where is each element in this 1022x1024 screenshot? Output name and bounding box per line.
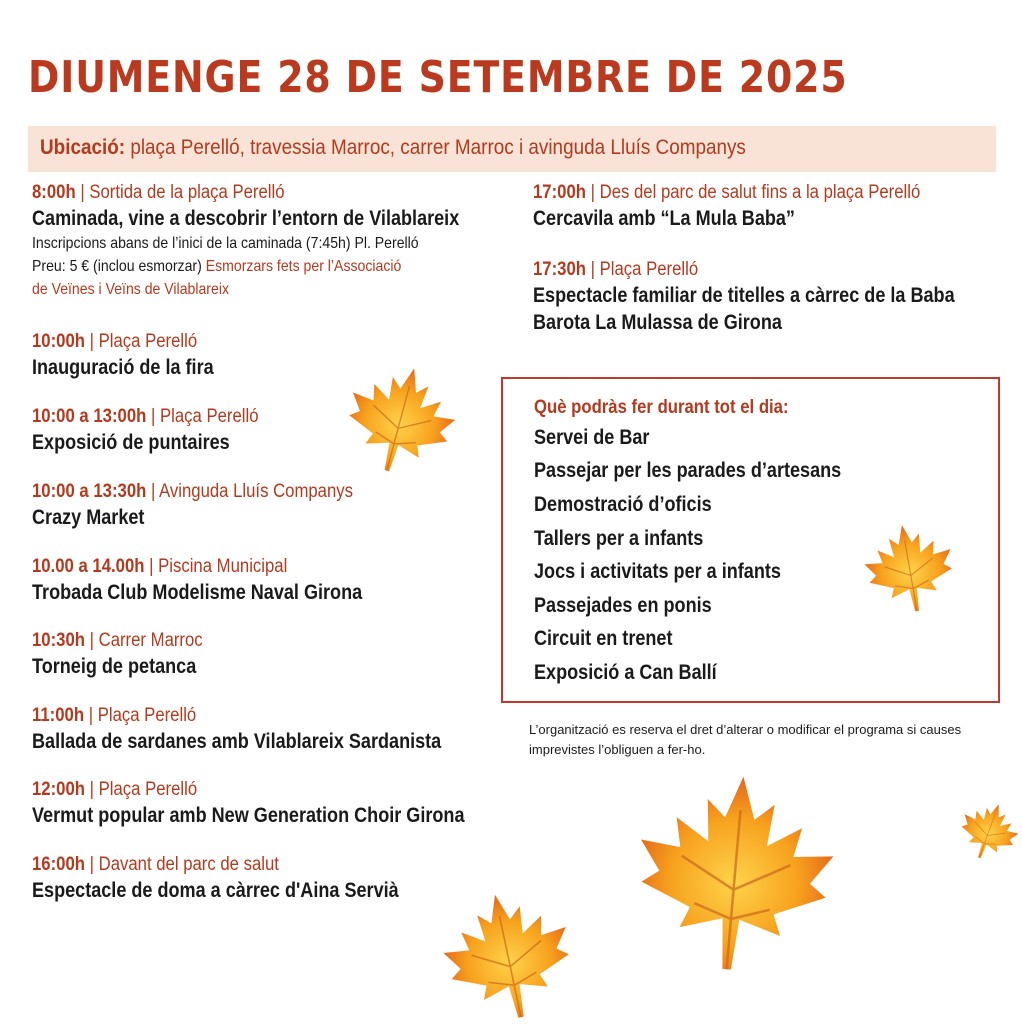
maple-leaf-icon	[862, 518, 957, 618]
event-item: 17:30h | Plaça Perelló Espectacle familiar de titelles a càrrec de la Baba Barota La Mulassa de Girona	[533, 259, 955, 334]
event-time: 10.00 a 14.00h	[32, 556, 145, 577]
allday-item: Passejar per les parades d’artesans	[534, 459, 842, 482]
event-place: Davant del parc de salut	[98, 854, 279, 875]
event-name: Inauguració de la fira	[32, 356, 214, 379]
allday-item: Circuit en trenet	[534, 627, 673, 650]
event-name-continued: Barota La Mulassa de Girona	[533, 311, 782, 334]
event-name: Crazy Market	[32, 506, 145, 529]
location-label: Ubicació:	[40, 136, 126, 159]
event-name: Exposició de puntaires	[32, 431, 230, 454]
allday-heading: Què podràs fer durant tot el dia:	[534, 397, 789, 418]
event-name: Trobada Club Modelisme Naval Girona	[32, 581, 363, 604]
event-note	[32, 255, 469, 278]
event-item: 10.00 a 14.00h | Piscina Municipal Trobada Club Modelisme Naval Girona	[32, 556, 363, 604]
event-place: Plaça Perelló	[159, 406, 259, 427]
event-item: 10:30h | Carrer Marroc Torneig de petanca	[32, 630, 203, 678]
location-text: plaça Perelló, travessia Marroc, carrer Marroc i avinguda Lluís Companys	[130, 136, 746, 159]
event-place: Sortida de la plaça Perelló	[89, 182, 285, 203]
allday-item: Jocs i activitats per a infants	[534, 560, 781, 583]
event-item: 8:00h | Sortida de la plaça Perelló Caminada, vine a descobrir l’entorn de Vilablareix Inscripcions abans de l’inici de la caminada (7:45h) Pl. Perelló Preu: 5 € (inclou esmorzar) Esmorzars fets per l’Associació de Veïnes i Veïns de Vilablareix	[32, 181, 529, 301]
allday-item: Tallers per a infants	[534, 527, 704, 550]
maple-leaf-icon	[630, 758, 840, 988]
event-time: 10:00h	[32, 331, 85, 352]
event-time: 11:00h	[32, 705, 85, 726]
event-item: 10:00h | Plaça Perelló Inauguració de la fira	[32, 331, 214, 379]
event-name: Cercavila amb “La Mula Baba”	[533, 207, 795, 230]
event-item: 10:00 a 13:00h | Plaça Perelló Exposició de puntaires	[32, 406, 259, 454]
event-credit: de Veïnes i Veïns de Vilablareix	[32, 281, 229, 298]
location-banner	[28, 126, 996, 172]
event-credit: Esmorzars fets per l’Associació	[205, 258, 402, 275]
maple-leaf-icon	[958, 796, 1020, 866]
event-item: 10:00 a 13:30h | Avinguda Lluís Companys Crazy Market	[32, 481, 354, 529]
event-place: Plaça Perelló	[97, 705, 197, 726]
event-place: Plaça Perelló	[98, 331, 198, 352]
event-time: 17:30h	[533, 259, 586, 280]
allday-item: Passejades en ponis	[534, 594, 712, 617]
event-place: Avinguda Lluís Companys	[159, 481, 354, 502]
event-time: 12:00h	[32, 779, 85, 800]
allday-item: Demostració d’oficis	[534, 493, 712, 516]
allday-item: Servei de Bar	[534, 426, 650, 449]
event-name: Espectacle de doma a càrrec d'Aina Servià	[32, 879, 399, 902]
disclaimer: L’organització es reserva el dret d’alterar o modificar el programa si causes imprevistes l’obliguen a fer-ho.	[529, 722, 962, 757]
event-item: 16:00h | Davant del parc de salut Espectacle de doma a càrrec d'Aina Servià	[32, 854, 399, 902]
event-name: Ballada de sardanes amb Vilablareix Sardanista	[32, 730, 442, 753]
maple-leaf-icon	[338, 362, 463, 477]
event-time: 17:00h	[533, 182, 586, 203]
event-place: Plaça Perelló	[98, 779, 198, 800]
event-time: 8:00h	[32, 182, 76, 203]
event-price: Preu: 5 € (inclou esmorzar)	[32, 258, 202, 275]
event-name: Espectacle familiar de titelles a càrrec de la Baba	[533, 284, 955, 307]
maple-leaf-icon	[438, 888, 578, 1024]
event-time: 10:00 a 13:30h	[32, 481, 147, 502]
page-title: DIUMENGE 28 DE SETEMBRE DE 2025	[28, 52, 848, 103]
event-place: Piscina Municipal	[158, 556, 288, 577]
event-name: Vermut popular amb New Generation Choir Girona	[32, 804, 465, 827]
event-item: 17:00h | Des del parc de salut fins a la plaça Perelló Cercavila amb “La Mula Baba”	[533, 182, 921, 230]
event-time: 16:00h	[32, 854, 85, 875]
event-time: 10:00 a 13:00h	[32, 406, 147, 427]
event-place: Des del parc de salut fins a la plaça Perelló	[599, 182, 921, 203]
event-place: Carrer Marroc	[98, 630, 203, 651]
allday-item: Exposició a Can Ballí	[534, 661, 717, 684]
event-item: 12:00h | Plaça Perelló Vermut popular amb New Generation Choir Girona	[32, 779, 465, 827]
event-time: 10:30h	[32, 630, 85, 651]
event-name: Torneig de petanca	[32, 655, 197, 678]
event-item: 11:00h | Plaça Perelló Ballada de sardanes amb Vilablareix Sardanista	[32, 705, 442, 753]
event-place: Plaça Perelló	[599, 259, 699, 280]
event-name: Caminada, vine a descobrir l’entorn de Vilablareix	[32, 207, 460, 230]
event-note: Inscripcions abans de l’inici de la caminada (7:45h) Pl. Perelló	[32, 235, 419, 252]
